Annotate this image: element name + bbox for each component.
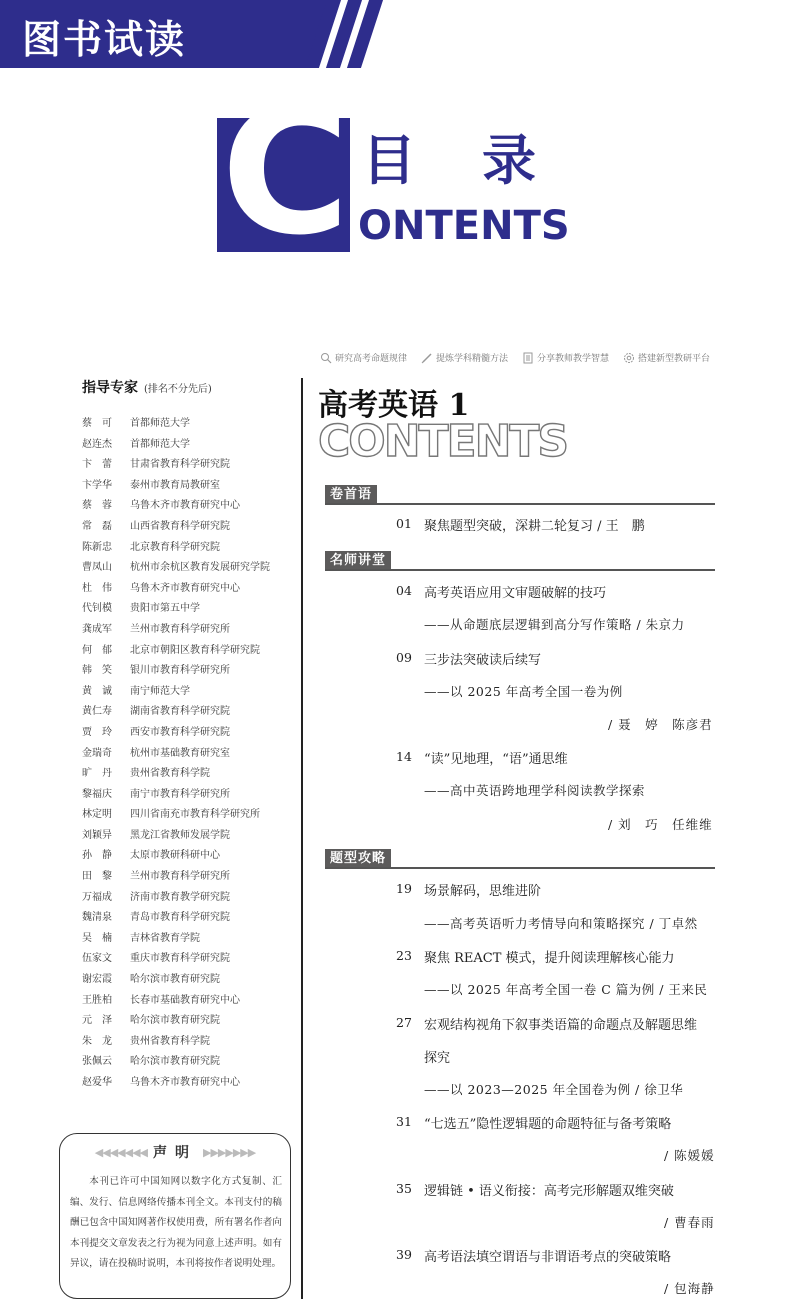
tag-item [623,351,710,364]
tag-item [320,351,407,364]
entry-title[interactable]: “读”见地理，“语”通思维 [424,752,568,767]
expert-row [82,435,297,456]
expert-row [82,991,297,1012]
entry-author: / 曹春雨 [664,1215,715,1230]
expert-org: 乌鲁木齐市教育研究中心 [130,582,240,594]
expert-org: 贵州省教育科学院 [130,1035,210,1047]
expert-row [82,682,297,703]
expert-row [82,1073,297,1094]
expert-name: 旷 丹 [82,768,112,780]
expert-name: 张佩云 [82,1056,112,1068]
entry-page: 23 [396,948,412,963]
expert-name: 龚成军 [82,623,112,635]
expert-org: 四川省南充市教育科学研究所 [130,809,260,821]
expert-name: 孙 静 [82,850,112,862]
entry-subtitle: ——高考英语听力考情导向和策略探究 / 丁卓然 [424,916,698,931]
expert-row [82,744,297,765]
expert-row [82,1032,297,1053]
section-header [325,849,715,869]
entry-page: 19 [396,881,412,896]
expert-name: 何 郁 [82,644,112,656]
expert-org: 兰州市教育科学研究所 [130,623,230,635]
expert-row [82,538,297,559]
tag-label: 研究高考命题规律 [335,354,408,364]
expert-name: 杜 伟 [82,582,112,594]
expert-org: 首都师范大学 [130,438,190,450]
right-arrows-icon: ▶▶▶▶▶▶▶ [203,1145,256,1159]
experts-header [82,377,212,397]
expert-row [82,496,297,517]
expert-row [82,723,297,744]
entry-subtitle: ——以 2025 年高考全国一卷 C 篇为例 / 王来民 [424,982,708,997]
expert-name: 伍家文 [82,953,112,965]
ontents-heading: ONTENTS [358,203,570,249]
expert-org: 南宁市教育科学研究所 [130,788,230,800]
expert-org: 南宁师范大学 [130,685,190,697]
expert-name: 林定明 [82,809,112,821]
expert-name: 黎福庆 [82,788,112,800]
expert-row [82,908,297,929]
banner-title: 图书试读 [22,18,187,63]
entry-title-continued[interactable]: 探究 [424,1051,451,1066]
expert-name: 田 黎 [82,871,112,883]
expert-name: 赵连杰 [82,438,112,450]
notice-body: 本刊已许可中国知网以数字化方式复制、汇编、发行、信息网络传播本刊全文。本刊支付的稿酬已包含中国知网著作权使用费，所有署名作者向本刊提交文章发表之行为视为同意上述声明。如有异议，请在投稿时说明，本刊将按作者说明处理。 [70,1176,282,1269]
expert-org: 哈尔滨市教育研究院 [130,1015,220,1027]
entry-subtitle: ——从命题底层逻辑到高分写作策略 / 朱京力 [424,617,685,632]
expert-org: 太原市教研科研中心 [130,850,220,862]
expert-org: 北京教育科学研究院 [130,541,220,553]
expert-org: 杭州市余杭区教育发展研究学院 [130,562,270,574]
expert-row [82,620,297,641]
expert-name: 卞 蕾 [82,459,112,471]
entry-page: 39 [396,1247,412,1262]
contents-outline-word: CONTENTS [318,416,568,467]
entry-page: 31 [396,1114,412,1129]
expert-org: 山西省教育科学研究院 [130,520,230,532]
entry-author: / 陈媛媛 [664,1148,715,1163]
notice-header [60,1142,290,1162]
entry-page: 35 [396,1181,412,1196]
expert-org: 乌鲁木齐市教育研究中心 [130,500,240,512]
expert-org: 济南市教育教学研究院 [130,891,230,903]
entry-page: 04 [396,583,412,598]
notebook-icon [522,352,534,364]
entry-title[interactable]: 聚焦 REACT 模式，提升阅读理解核心能力 [424,951,675,966]
magazine-title: 高考英语 1 [318,388,470,423]
expert-name: 常 磊 [82,520,112,532]
entry-subtitle: ——高中英语跨地理学科阅读教学探索 [424,783,646,798]
expert-org: 吉林省教育学院 [130,932,200,944]
expert-org: 兰州市教育科学研究所 [130,871,230,883]
expert-name: 卞学华 [82,479,112,491]
expert-name: 金瑞奇 [82,747,112,759]
section-label: 题型攻略 [325,849,391,869]
expert-row [82,558,297,579]
entry-author: / 包海静 [664,1281,715,1296]
entry-author: / 聂 婷 陈彦君 [608,717,713,732]
expert-org: 哈尔滨市教育研究院 [130,974,220,986]
section-label: 卷首语 [325,485,377,505]
expert-org: 青岛市教育科学研究院 [130,912,230,924]
entry-title[interactable]: 三步法突破读后续写 [424,653,542,668]
expert-row [82,949,297,970]
expert-name: 黄 诚 [82,685,112,697]
tag-label: 分享教师教学智慧 [537,354,610,364]
section-header [325,551,715,571]
entry-title[interactable]: 高考英语应用文审题破解的技巧 [424,586,607,601]
expert-org: 泰州市教育局教研室 [130,479,220,491]
expert-row [82,476,297,497]
experts-note: (排名不分先后) [144,384,212,395]
expert-row [82,1011,297,1032]
entry-page: 27 [396,1015,412,1030]
expert-row [82,599,297,620]
section-rule [325,867,715,869]
section-rule [325,569,715,571]
gear-icon [623,352,635,364]
expert-row [82,702,297,723]
expert-org: 哈尔滨市教育研究院 [130,1056,220,1068]
expert-name: 吴 楠 [82,932,112,944]
notice-box [59,1133,291,1299]
experts-list [82,414,297,1094]
contents-logo-letter: C [221,69,351,274]
expert-row [82,826,297,847]
expert-name: 黄仁寿 [82,706,112,718]
expert-org: 杭州市基础教育研究室 [130,747,230,759]
tag-label: 提炼学科精髓方法 [436,354,509,364]
expert-row [82,579,297,600]
experts-title: 指导专家 [82,380,138,396]
expert-org: 贵阳市第五中学 [130,603,200,615]
expert-row [82,805,297,826]
expert-name: 韩 笑 [82,665,112,677]
expert-row [82,517,297,538]
entry-page: 09 [396,650,412,665]
expert-name: 谢宏霞 [82,974,112,986]
magnifier-icon [320,352,332,364]
expert-row [82,661,297,682]
mulu-heading: 目录 [362,129,602,192]
expert-name: 朱 龙 [82,1035,112,1047]
expert-name: 蔡 蓉 [82,500,112,512]
expert-org: 黑龙江省教师发展学院 [130,829,230,841]
entry-title[interactable]: 逻辑链 • 语义衔接：高考完形解题双维突破 [424,1184,674,1199]
expert-name: 王胜柏 [82,994,112,1006]
expert-org: 重庆市教育科学研究院 [130,953,230,965]
left-arrows-icon: ◀◀◀◀◀◀◀ [94,1145,147,1159]
section-header [325,485,715,505]
entry-title[interactable]: “七选五”隐性逻辑题的命题特征与备考策略 [424,1117,672,1132]
expert-row [82,641,297,662]
entry-author: / 刘 巧 任维维 [608,817,713,832]
entry-title[interactable]: 聚焦题型突破，深耕二轮复习 / 王 鹏 [424,519,645,534]
expert-org: 西安市教育科学研究院 [130,726,230,738]
pen-icon [421,352,433,364]
expert-row [82,1052,297,1073]
expert-name: 陈新忠 [82,541,112,553]
expert-name: 赵爱华 [82,1077,112,1088]
expert-name: 蔡 可 [82,418,112,429]
expert-row [82,929,297,950]
column-divider [301,378,303,1299]
expert-org: 首都师范大学 [130,418,190,429]
expert-row [82,785,297,806]
entry-title[interactable]: 宏观结构视角下叙事类语篇的命题点及解题思维 [424,1018,698,1033]
tag-label: 搭建新型教研平台 [638,354,711,364]
entry-subtitle: ——以 2023—2025 年全国卷为例 / 徐卫华 [424,1082,684,1097]
entry-title[interactable]: 高考语法填空谓语与非谓语考点的突破策略 [424,1250,672,1265]
expert-name: 刘颖异 [82,829,112,841]
tagline-row [320,351,740,364]
expert-org: 北京市朝阳区教育科学研究院 [130,644,260,656]
expert-row [82,455,297,476]
expert-org: 长春市基础教育研究中心 [130,994,240,1006]
expert-org: 乌鲁木齐市教育研究中心 [130,1077,240,1088]
tag-item [522,351,609,364]
expert-org: 甘肃省教育科学研究院 [130,459,230,471]
section-label: 名师讲堂 [325,551,391,571]
expert-name: 代钊模 [82,603,112,615]
tag-item [421,351,508,364]
expert-row [82,846,297,867]
entry-page: 01 [396,516,412,531]
expert-name: 元 泽 [82,1015,112,1027]
expert-row [82,888,297,909]
expert-row [82,970,297,991]
expert-row [82,414,297,435]
expert-org: 银川市教育科学研究所 [130,665,230,677]
section-rule [325,503,715,505]
entry-title[interactable]: 场景解码，思维进阶 [424,884,542,899]
entry-subtitle: ——以 2025 年高考全国一卷为例 [424,684,623,699]
notice-title: 声明 [153,1145,197,1161]
expert-row [82,764,297,785]
expert-name: 曹凤山 [82,562,112,574]
expert-name: 贾 玲 [82,726,112,738]
entry-page: 14 [396,749,412,764]
expert-name: 魏清泉 [82,912,112,924]
expert-org: 贵州省教育科学院 [130,768,210,780]
expert-row [82,867,297,888]
expert-org: 湖南省教育科学研究院 [130,706,230,718]
expert-name: 万福成 [82,891,112,903]
